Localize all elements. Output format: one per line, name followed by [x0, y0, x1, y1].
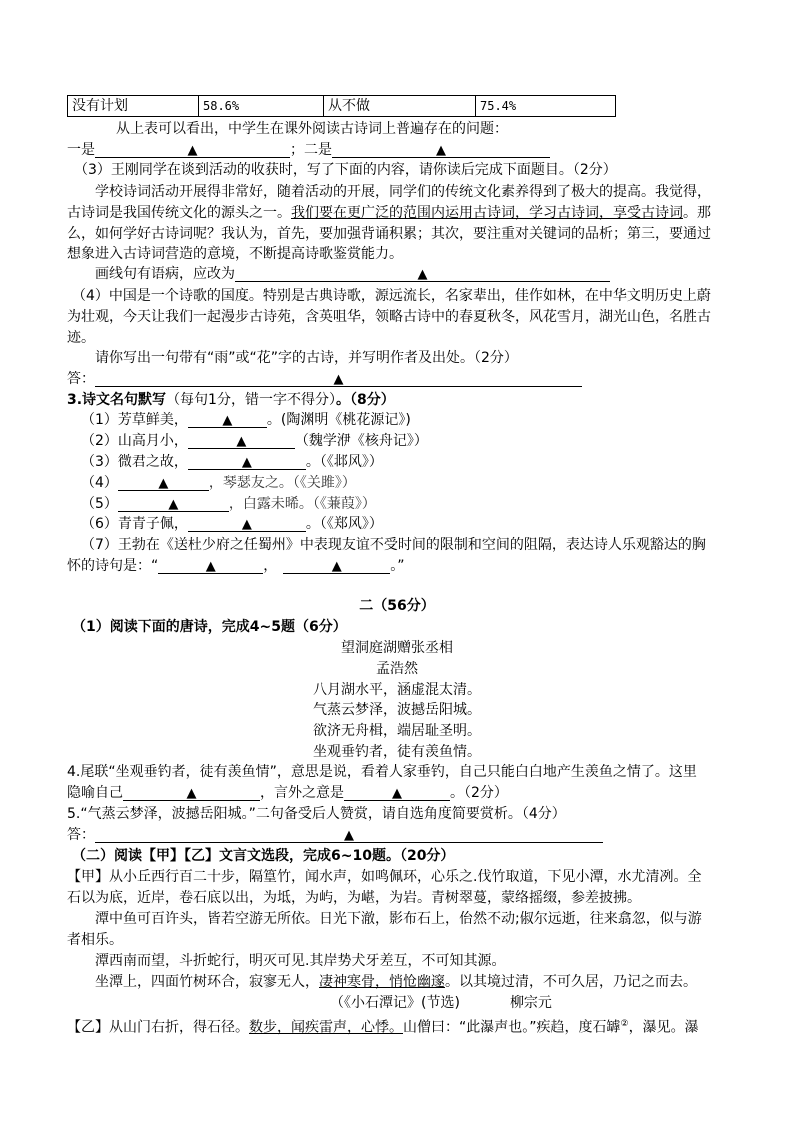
source: （《小石潭记》(节选)	[330, 995, 460, 1011]
paragraph-line: 石以为底，近岸，卷石底以出，为坻，为屿，为嵁，为岩。青树翠蔓，蒙络摇缀，参差披拂。	[67, 890, 641, 906]
q4-answer-line	[67, 783, 508, 803]
paragraph-line: 为壮观，今天让我们一起漫步古诗苑，含英咀华，领略古诗中的春夏秋冬，风花雪月，湖光山色，名胜古	[67, 309, 711, 325]
label: 画线句有语病，应改为	[95, 266, 235, 282]
answer-blank[interactable]	[235, 266, 610, 282]
label: ；二是	[290, 142, 332, 158]
q2-intro: 从上表可以看出，中学生在课外阅读古诗词上普遍存在的问题：	[116, 121, 508, 137]
triangle-icon: ▲	[344, 828, 354, 843]
text: 。以其境过清，不可久居，乃记之而去。	[445, 974, 697, 990]
text: ，白露未晞。（《蒹葭》）	[228, 496, 376, 512]
triangle-icon: ▲	[186, 786, 197, 801]
triangle-icon: ▲	[222, 413, 233, 428]
text: 。（2分）	[450, 785, 508, 801]
paragraph-line: 想象进入古诗词营造的意境，不断提高诗歌鉴赏能力。	[67, 246, 403, 262]
paragraph-line: （4）中国是一个诗歌的国度。特别是古典诗歌，源远流长，名家辈出，佳作如林，在中华文明历史上蔚	[72, 288, 711, 304]
survey-table	[67, 95, 616, 117]
score: 。（8分）	[335, 392, 395, 408]
triangle-icon: ▲	[241, 455, 252, 470]
triangle-icon: ▲	[187, 143, 198, 158]
heading: 3.诗文名句默写	[67, 392, 167, 408]
q3-ask	[95, 264, 610, 284]
poem-author: 孟浩然	[376, 661, 418, 677]
text: ，言外之意是	[260, 785, 344, 801]
table-cell: 75.4%	[476, 96, 616, 117]
text: 隐喻自己	[67, 785, 123, 801]
paragraph-line: 【甲】从小丘西行百二十步，隔篁竹，闻水声，如鸣佩环，心乐之.伐竹取道，下见小潭，水尤清冽。全	[67, 869, 702, 885]
answer-blank[interactable]	[344, 785, 450, 801]
triangle-icon: ▲	[392, 786, 402, 801]
text: （2）山高月小，	[81, 433, 188, 449]
answer-blank[interactable]	[158, 558, 263, 574]
paragraph-line	[95, 972, 697, 992]
text: （6）青青子佩，	[81, 516, 188, 532]
answer-blank[interactable]	[332, 142, 550, 158]
answer-blank[interactable]	[188, 516, 306, 532]
part-2-title: 二（56分）	[359, 598, 435, 614]
underlined-sentence: 凄神寒骨，悄怆幽邃	[319, 974, 445, 990]
text: （3）微君之故，	[81, 454, 188, 470]
text: 。那	[683, 205, 711, 221]
underlined-sentence: 我们要在更广泛的范围内运用古诗词，学习古诗词，享受古诗词	[291, 205, 683, 221]
q5-answer	[67, 825, 603, 845]
dictation-item-7: （7）王勃在《送杜少府之任蜀州》中表现友谊不受时间的限制和空间的阻隔，表达诗人乐观豁达的胸	[81, 537, 706, 553]
text: （1）芳草鲜美，	[81, 412, 188, 428]
underlined-sentence: 数步，闻疾雷声，心悸。	[249, 1019, 403, 1036]
poem-title: 望洞庭湖赠张丞相	[341, 640, 453, 656]
text: 。(陶渊明《桃花源记》)	[266, 412, 411, 428]
paragraph-line: 迹。	[67, 330, 95, 346]
table-cell: 没有计划	[68, 96, 199, 117]
text: ，琴瑟友之。（《关雎》）	[208, 475, 356, 491]
text: 山僧曰：“此瀑声也。”疾趋，度石罅	[403, 1019, 621, 1036]
label: 一是	[67, 142, 95, 158]
dictation-item	[81, 473, 356, 493]
text: ，	[263, 558, 278, 574]
answer-blank[interactable]	[188, 433, 295, 449]
paragraph-line: 学校诗词活动开展得非常好，随着活动的开展，同学们的传统文化素养得到了极大的提高。我觉得，	[95, 184, 711, 200]
source-citation	[330, 993, 552, 1013]
triangle-icon: ▲	[205, 559, 216, 574]
text: 坐潭上，四面竹树环合，寂寥无人，	[95, 974, 319, 990]
dictation-item	[81, 431, 428, 451]
paragraph-line	[67, 1014, 699, 1034]
section-heading: （二）阅读【甲】【乙】文言文选段，完成6~10题。（20分）	[72, 848, 455, 864]
q4-text: 4.尾联“坐观垂钓者，徒有羡鱼情”，意思是说，看着人家垂钓，自己只能白白地产生羡鱼之情了。这里	[67, 764, 697, 780]
author: 柳宗元	[509, 995, 552, 1011]
text: 。（《郑风》）	[305, 516, 383, 532]
poem-line: 八月湖水平，涵虚混太清。	[313, 682, 481, 698]
triangle-icon: ▲	[236, 434, 247, 449]
triangle-icon: ▲	[436, 143, 446, 158]
text: （魏学洢《核舟记》）	[294, 433, 428, 449]
label: 答：	[67, 827, 95, 843]
answer-blank[interactable]	[188, 412, 267, 428]
q3-prompt: （3）王刚同学在谈到活动的收获时，写了下面的内容，请你读后完成下面题目。（2分）	[74, 162, 617, 178]
answer-blank[interactable]	[123, 785, 260, 801]
text: （5）	[81, 496, 118, 512]
answer-blank[interactable]	[188, 454, 306, 470]
poem-line: 欲济无舟楫，端居耻圣明。	[313, 723, 481, 739]
paragraph-line: 者相乐。	[67, 932, 123, 948]
text: （4）	[81, 475, 118, 491]
q5-text: 5.“气蒸云梦泽，波撼岳阳城。”二句备受后人赞赏，请自选角度简要赏析。（4分）	[67, 806, 566, 822]
triangle-icon: ▲	[417, 267, 428, 282]
q4-ask: 请你写出一句带有“雨”或“花”字的古诗，并写明作者及出处。（2分）	[95, 350, 518, 366]
q2-answer-line	[67, 140, 550, 160]
poem-line: 气蒸云梦泽，波撼岳阳城。	[313, 702, 481, 718]
paragraph-line: 潭西南而望，斗折蛇行，明灭可见.其岸势犬牙差互，不可知其源。	[95, 953, 506, 969]
triangle-icon: ▲	[333, 372, 344, 387]
dictation-item	[81, 452, 383, 472]
triangle-icon: ▲	[331, 559, 342, 574]
label: 答：	[67, 371, 95, 387]
text: ，瀑见。瀑	[628, 1019, 699, 1036]
table-cell: 58.6%	[199, 96, 324, 117]
dictation-item	[81, 514, 383, 534]
dictation-item	[81, 410, 411, 430]
paragraph-line	[67, 203, 711, 223]
poem-line: 坐观垂钓者，徒有羡鱼情。	[313, 744, 481, 760]
text: 怀的诗句是：“	[67, 558, 159, 574]
note: （每句1分，错一字不得分）	[166, 392, 336, 408]
section-heading: （1）阅读下面的唐诗，完成4~5题（6分）	[72, 619, 347, 635]
paragraph-line: 么，如何学好古诗词呢？我认为，首先，要加强背诵积累；其次，要注重对关键词的品析；第三，要通过	[67, 226, 711, 242]
footnote-marker: ②	[620, 1019, 629, 1029]
dictation-item	[81, 494, 376, 514]
section-3-heading	[67, 390, 395, 410]
triangle-icon: ▲	[168, 497, 179, 512]
q4-answer	[67, 369, 582, 389]
text: 。”	[390, 558, 405, 574]
text: 古诗词是我国传统文化的源头之一。	[67, 205, 291, 221]
triangle-icon: ▲	[158, 476, 169, 491]
answer-blank[interactable]	[118, 475, 209, 491]
answer-blank[interactable]	[118, 496, 229, 512]
table-row	[68, 96, 616, 117]
answer-blank[interactable]	[283, 558, 390, 574]
paragraph-line: 潭中鱼可百许头，皆若空游无所依。日光下澈，影布石上，佁然不动;俶尔远逝，往来翕忽，似与游	[95, 911, 702, 927]
answer-blank[interactable]	[95, 827, 603, 843]
text: 。（《邶风》）	[305, 454, 383, 470]
dictation-item-7-answer	[67, 556, 405, 576]
answer-blank[interactable]	[95, 371, 582, 387]
table-cell: 从不做	[324, 96, 476, 117]
answer-blank[interactable]	[95, 142, 290, 158]
text: 【乙】从山门右折，得石径。	[67, 1019, 249, 1036]
triangle-icon: ▲	[241, 517, 252, 532]
